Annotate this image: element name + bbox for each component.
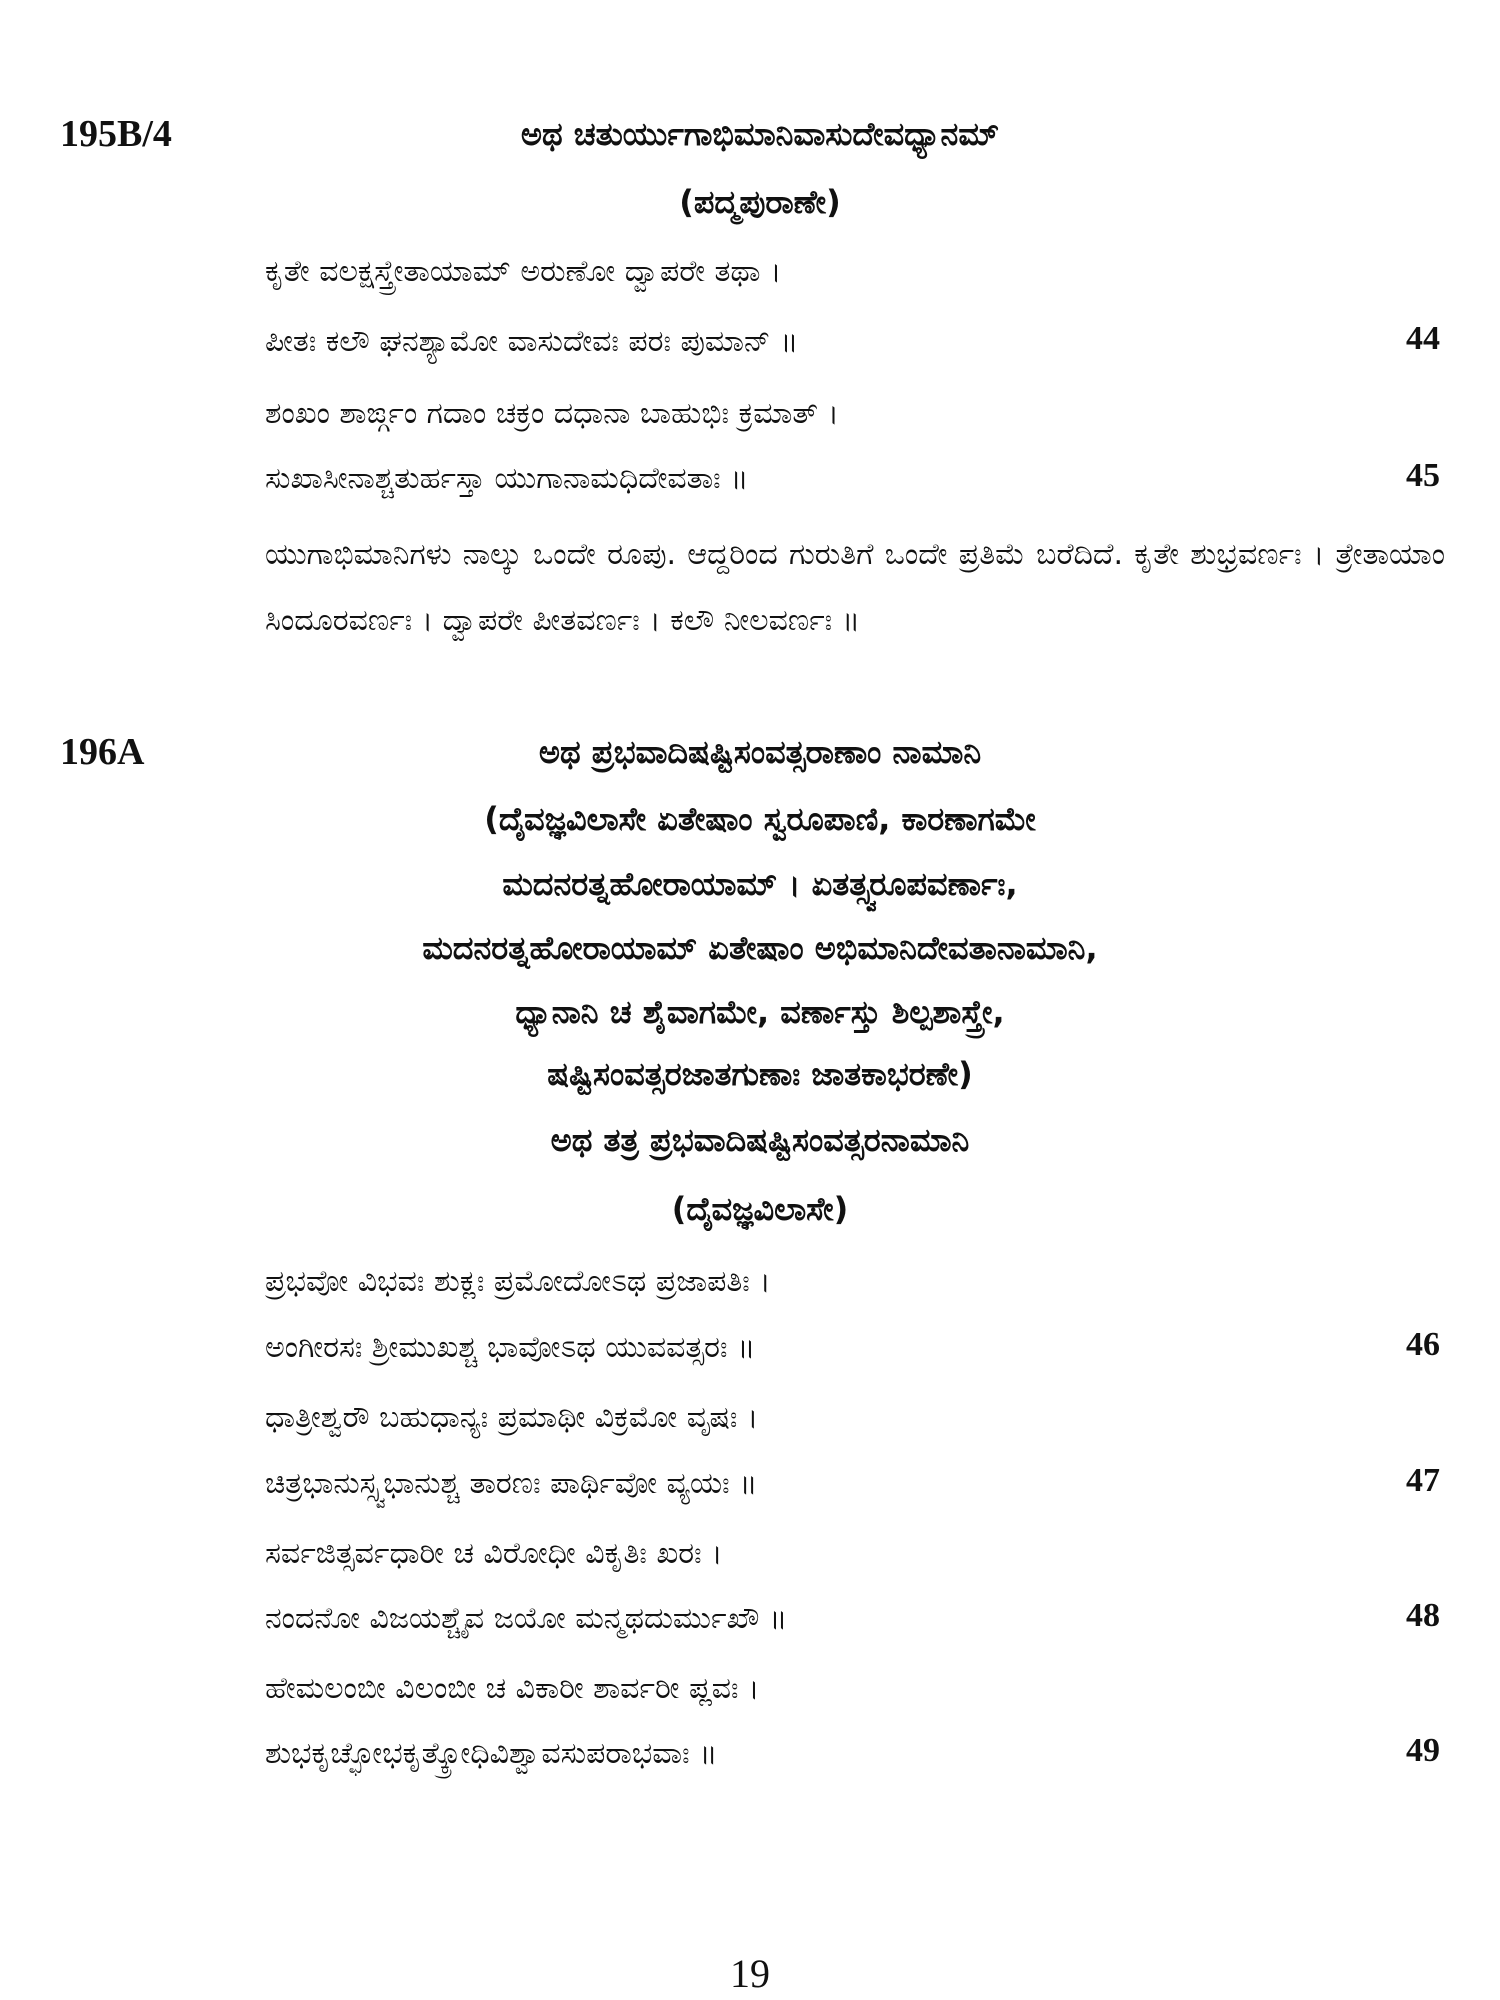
- section-source: (ಪದ್ಮಪುರಾಣೇ): [679, 183, 841, 221]
- verse-line: ಧಾತ್ರೀಶ್ವರೌ ಬಹುಧಾನ್ಯಃ ಪ್ರಮಾಥೀ ವಿಕ್ರಮೋ ವೃಷಃ ।: [265, 1400, 759, 1435]
- verse-line: ಸುಖಾಸೀನಾಶ್ಚತುರ್ಹಸ್ತಾ ಯುಗಾನಾಮಧಿದೇವತಾಃ ॥: [265, 461, 749, 496]
- verse-number: 49: [1406, 1732, 1440, 1769]
- section-id: 195B/4: [60, 113, 172, 155]
- verse-line: ಶಂಖಂ ಶಾರ್ಙ್ಗಂ ಗದಾಂ ಚಕ್ರಂ ದಧಾನಾ ಬಾಹುಭಿಃ ಕ್ರಮಾತ್ ।: [265, 396, 839, 431]
- section-description-line: (ದೈವಜ್ಞವಿಲಾಸೇ ಏತೇಷಾಂ ಸ್ವರೂಪಾಣಿ, ಕಾರಣಾಗಮೇ: [484, 800, 1036, 838]
- verse-number: 46: [1406, 1326, 1440, 1363]
- verse-line: ಚಿತ್ರಭಾನುಸ್ಸ್ವಭಾನುಶ್ಚ ತಾರಣಃ ಪಾರ್ಥಿವೋ ವ್ಯಯಃ ॥: [265, 1466, 758, 1501]
- section-description-line: ಮದನರತ್ನಹೋರಾಯಾಮ್ । ಏತತ್ಸ್ವರೂಪವರ್ಣಾಃ,: [502, 865, 1018, 903]
- section-source: (ದೈವಜ್ಞವಿಲಾಸೇ): [671, 1190, 849, 1228]
- section-title: ಅಥ ಚತುರ್ಯುಗಾಭಿಮಾನಿವಾಸುದೇವಧ್ಯಾನಮ್: [520, 115, 1000, 153]
- page-number: 19: [730, 1951, 770, 1996]
- verse-number: 44: [1406, 320, 1440, 357]
- verse-number: 45: [1406, 457, 1440, 494]
- commentary-note: ಯುಗಾಭಿಮಾನಿಗಳು ನಾಲ್ಕು ಒಂದೇ ರೂಪು. ಆದ್ದರಿಂದ ಗುರುತಿಗೆ ಒಂದೇ ಪ್ರತಿಮೆ ಬರೆದಿದೆ. ಕೃತೇ ಶುಭ್ರವರ್ಣಃ । ತ್ರೇತಾಯಾಂ ಸಿಂದೂರವರ್ಣಃ । ದ್ವಾಪರೇ ಪೀತವರ್ಣಃ । ಕಲೌ ನೀಲವರ್ಣಃ ॥: [265, 537, 1445, 638]
- verse-line: ಶುಭಕೃಚ್ಛೋಭಕೃತ್ಕ್ರೋಧಿವಿಶ್ವಾವಸುಪರಾಭವಾಃ ॥: [265, 1736, 718, 1771]
- section-description-line: ಮದನರತ್ನಹೋರಾಯಾಮ್ ಏತೇಷಾಂ ಅಭಿಮಾನಿದೇವತಾನಾಮಾನಿ,: [422, 929, 1098, 967]
- verse-line: ಹೇಮಲಂಬೀ ವಿಲಂಬೀ ಚ ವಿಕಾರೀ ಶಾರ್ವರೀ ಪ್ಲವಃ ।: [265, 1671, 760, 1706]
- verse-line: ಪ್ರಭವೋ ವಿಭವಃ ಶುಕ್ಲಃ ಪ್ರಮೋದೋಽಥ ಪ್ರಜಾಪತಿಃ ।: [265, 1264, 771, 1299]
- section-description-line: ಧ್ಯಾನಾನಿ ಚ ಶೈವಾಗಮೇ, ವರ್ಣಾಸ್ತು ಶಿಲ್ಪಶಾಸ್ತ್ರೇ,: [515, 993, 1005, 1031]
- verse-line: ನಂದನೋ ವಿಜಯಶ್ಚೈವ ಜಯೋ ಮನ್ಮಥದುರ್ಮುಖೌ ॥: [265, 1601, 788, 1636]
- verse-line: ಸರ್ವಜಿತ್ಸರ್ವಧಾರೀ ಚ ವಿರೋಧೀ ವಿಕೃತಿಃ ಖರಃ ।: [265, 1536, 723, 1571]
- verse-number: 47: [1406, 1462, 1440, 1499]
- section-subtitle: ಅಥ ತತ್ರ ಪ್ರಭವಾದಿಷಷ್ಟಿಸಂವತ್ಸರನಾಮಾನಿ: [550, 1121, 970, 1159]
- verse-number: 48: [1406, 1597, 1440, 1634]
- section-id: 196A: [60, 731, 145, 773]
- verse-line: ಕೃತೇ ವಲಕ್ಷಸ್ತ್ರೇತಾಯಾಮ್ ಅರುಣೋ ದ್ವಾಪರೇ ತಥಾ ।: [265, 254, 782, 289]
- verse-line: ಪೀತಃ ಕಲೌ ಘನಶ್ಯಾಮೋ ವಾಸುದೇವಃ ಪರಃ ಪುಮಾನ್ ॥: [265, 324, 799, 359]
- section-description-line: ಷಷ್ಟಿಸಂವತ್ಸರಜಾತಗುಣಾಃ ಜಾತಕಾಭರಣೇ): [547, 1055, 973, 1093]
- verse-line: ಅಂಗೀರಸಃ ಶ್ರೀಮುಖಶ್ಚ ಭಾವೋಽಥ ಯುವವತ್ಸರಃ ॥: [265, 1330, 756, 1365]
- section-title: ಅಥ ಪ್ರಭವಾದಿಷಷ್ಟಿಸಂವತ್ಸರಾಣಾಂ ನಾಮಾನಿ: [538, 733, 982, 771]
